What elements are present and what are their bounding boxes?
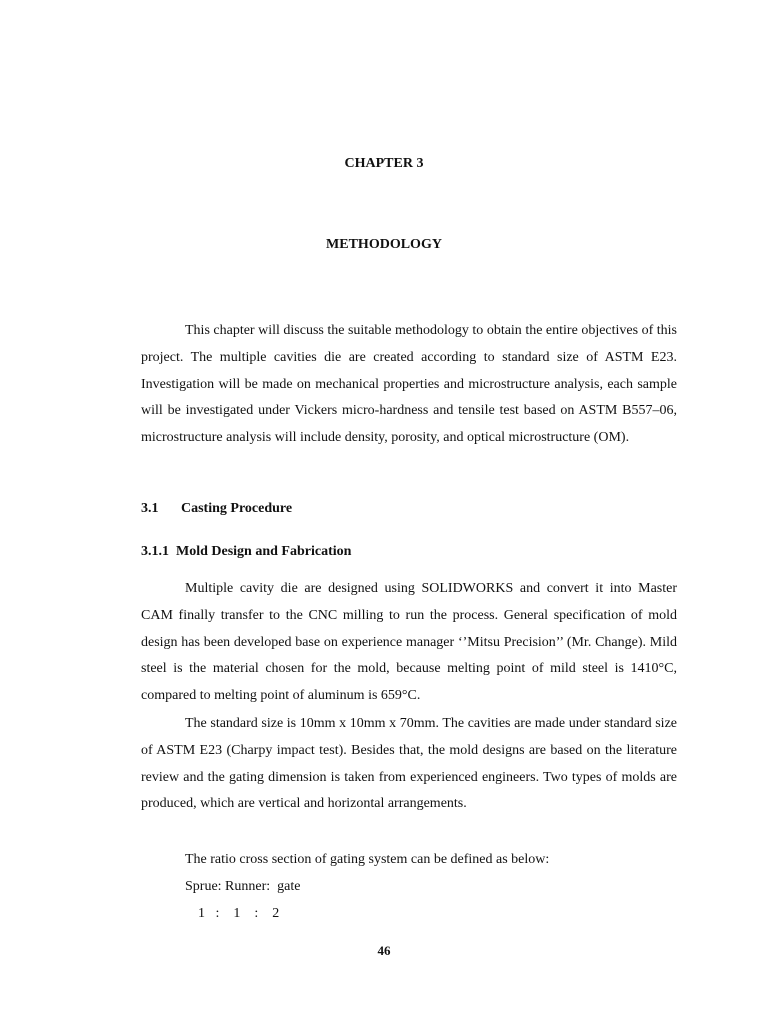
ratio-intro-text: The ratio cross section of gating system can be defined as below: — [185, 852, 550, 867]
chapter-label: CHAPTER 3 — [344, 156, 424, 171]
page-number: 46 — [377, 943, 391, 958]
intro-paragraph: This chapter will discuss the suitable methodology to obtain the entire objectives of this project. The multiple cavities die are created according to standard size of ASTM E23. Investigation will be made on mechanical properties and microstructure analysis, each sample will be investigated under Vickers micro-hardness and tensile test based on ASTM B557–06, microstructure analysis will include density, porosity, and optical microstructure (OM). — [141, 323, 677, 446]
ratio-labels: Sprue: Runner: gate — [185, 879, 301, 894]
section-heading-3-1 — [141, 501, 292, 517]
chapter-title: METHODOLOGY — [326, 237, 442, 252]
mold-design-paragraph: Multiple cavity die are designed using SOLIDWORKS and convert it into Master CAM finally transfer to the CNC milling to run the process. General specification of mold design has been developed base on experience manager ‘’Mitsu Precision’’ (Mr. Change). Mild steel is the material chosen for the mold, because melting point of mild steel is 1410°C, compared to melting point of aluminum is 659°C. — [141, 581, 677, 704]
section-number: 3.1 — [141, 501, 159, 516]
section-heading-3-1-1: 3.1.1 Mold Design and Fabrication — [141, 544, 352, 559]
standard-size-paragraph: The standard size is 10mm x 10mm x 70mm. The cavities are made under standard size of ASTM E23 (Charpy impact test). Besides that, the mold designs are based on the literature review and the gating dimension is taken from experienced engineers. Two types of molds are produced, which are vertical and horizontal arrangements. — [141, 716, 677, 812]
section-title: Casting Procedure — [181, 501, 293, 516]
ratio-values: 1 : 1 : 2 — [198, 906, 280, 921]
